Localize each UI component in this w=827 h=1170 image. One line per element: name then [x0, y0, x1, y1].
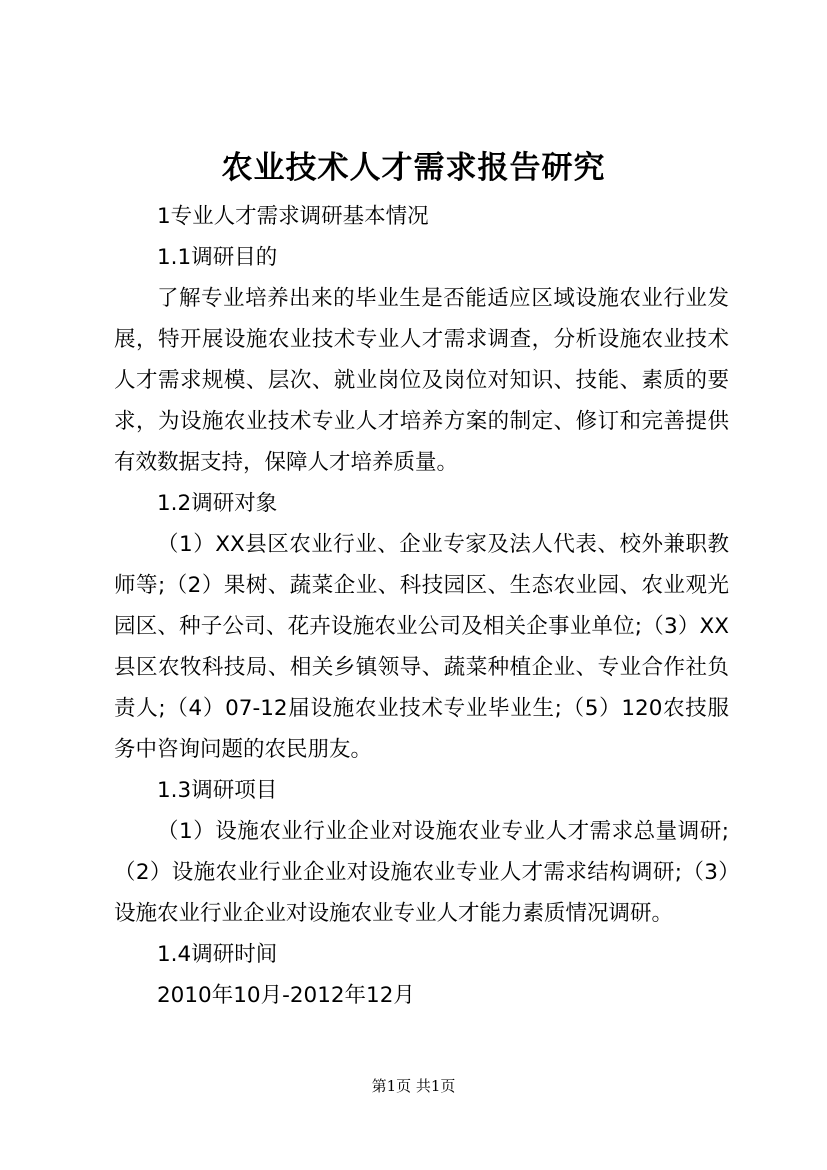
- section-heading-1: 1专业人才需求调研基本情况: [157, 204, 429, 229]
- paragraph-subjects: （1）XX县区农业行业、企业专家及法人代表、校外兼职教师等;（2）果树、蔬菜企业、科技园区、生态农业园、农业观光园区、种子公司、花卉设施农业公司及相关企事业单位;（3）XX县区农牧科技局、相关乡镇领导、蔬菜种植企业、专业合作社负责人;（4）07-12届设施农业技术专业毕业生;（5）120农技服务中咨询问题的农民朋友。: [114, 532, 729, 762]
- section-heading-1-3: 1.3调研项目: [157, 778, 278, 803]
- document-title: 农业技术人才需求报告研究: [221, 150, 606, 186]
- section-heading-1-1: 1.1调研目的: [157, 245, 278, 270]
- paragraph-items: （1）设施农业行业企业对设施农业专业人才需求总量调研;（2）设施农业行业企业对设施农业专业人才需求结构调研;（3）设施农业行业企业对设施农业专业人才能力素质情况调研。: [114, 819, 729, 926]
- section-heading-1-2: 1.2调研对象: [157, 491, 278, 516]
- section-heading-1-4: 1.4调研时间: [157, 942, 278, 967]
- document-body: [114, 196, 729, 1016]
- paragraph-time: 2010年10月-2012年12月: [157, 983, 415, 1008]
- paragraph-purpose: 了解专业培养出来的毕业生是否能适应区域设施农业行业发展，特开展设施农业技术专业人才需求调查，分析设施农业技术人才需求规模、层次、就业岗位及岗位对知识、技能、素质的要求，为设施农业技术专业人才培养方案的制定、修订和完善提供有效数据支持，保障人才培养质量。: [114, 286, 729, 475]
- page-footer: 第1页 共1页: [371, 1077, 456, 1095]
